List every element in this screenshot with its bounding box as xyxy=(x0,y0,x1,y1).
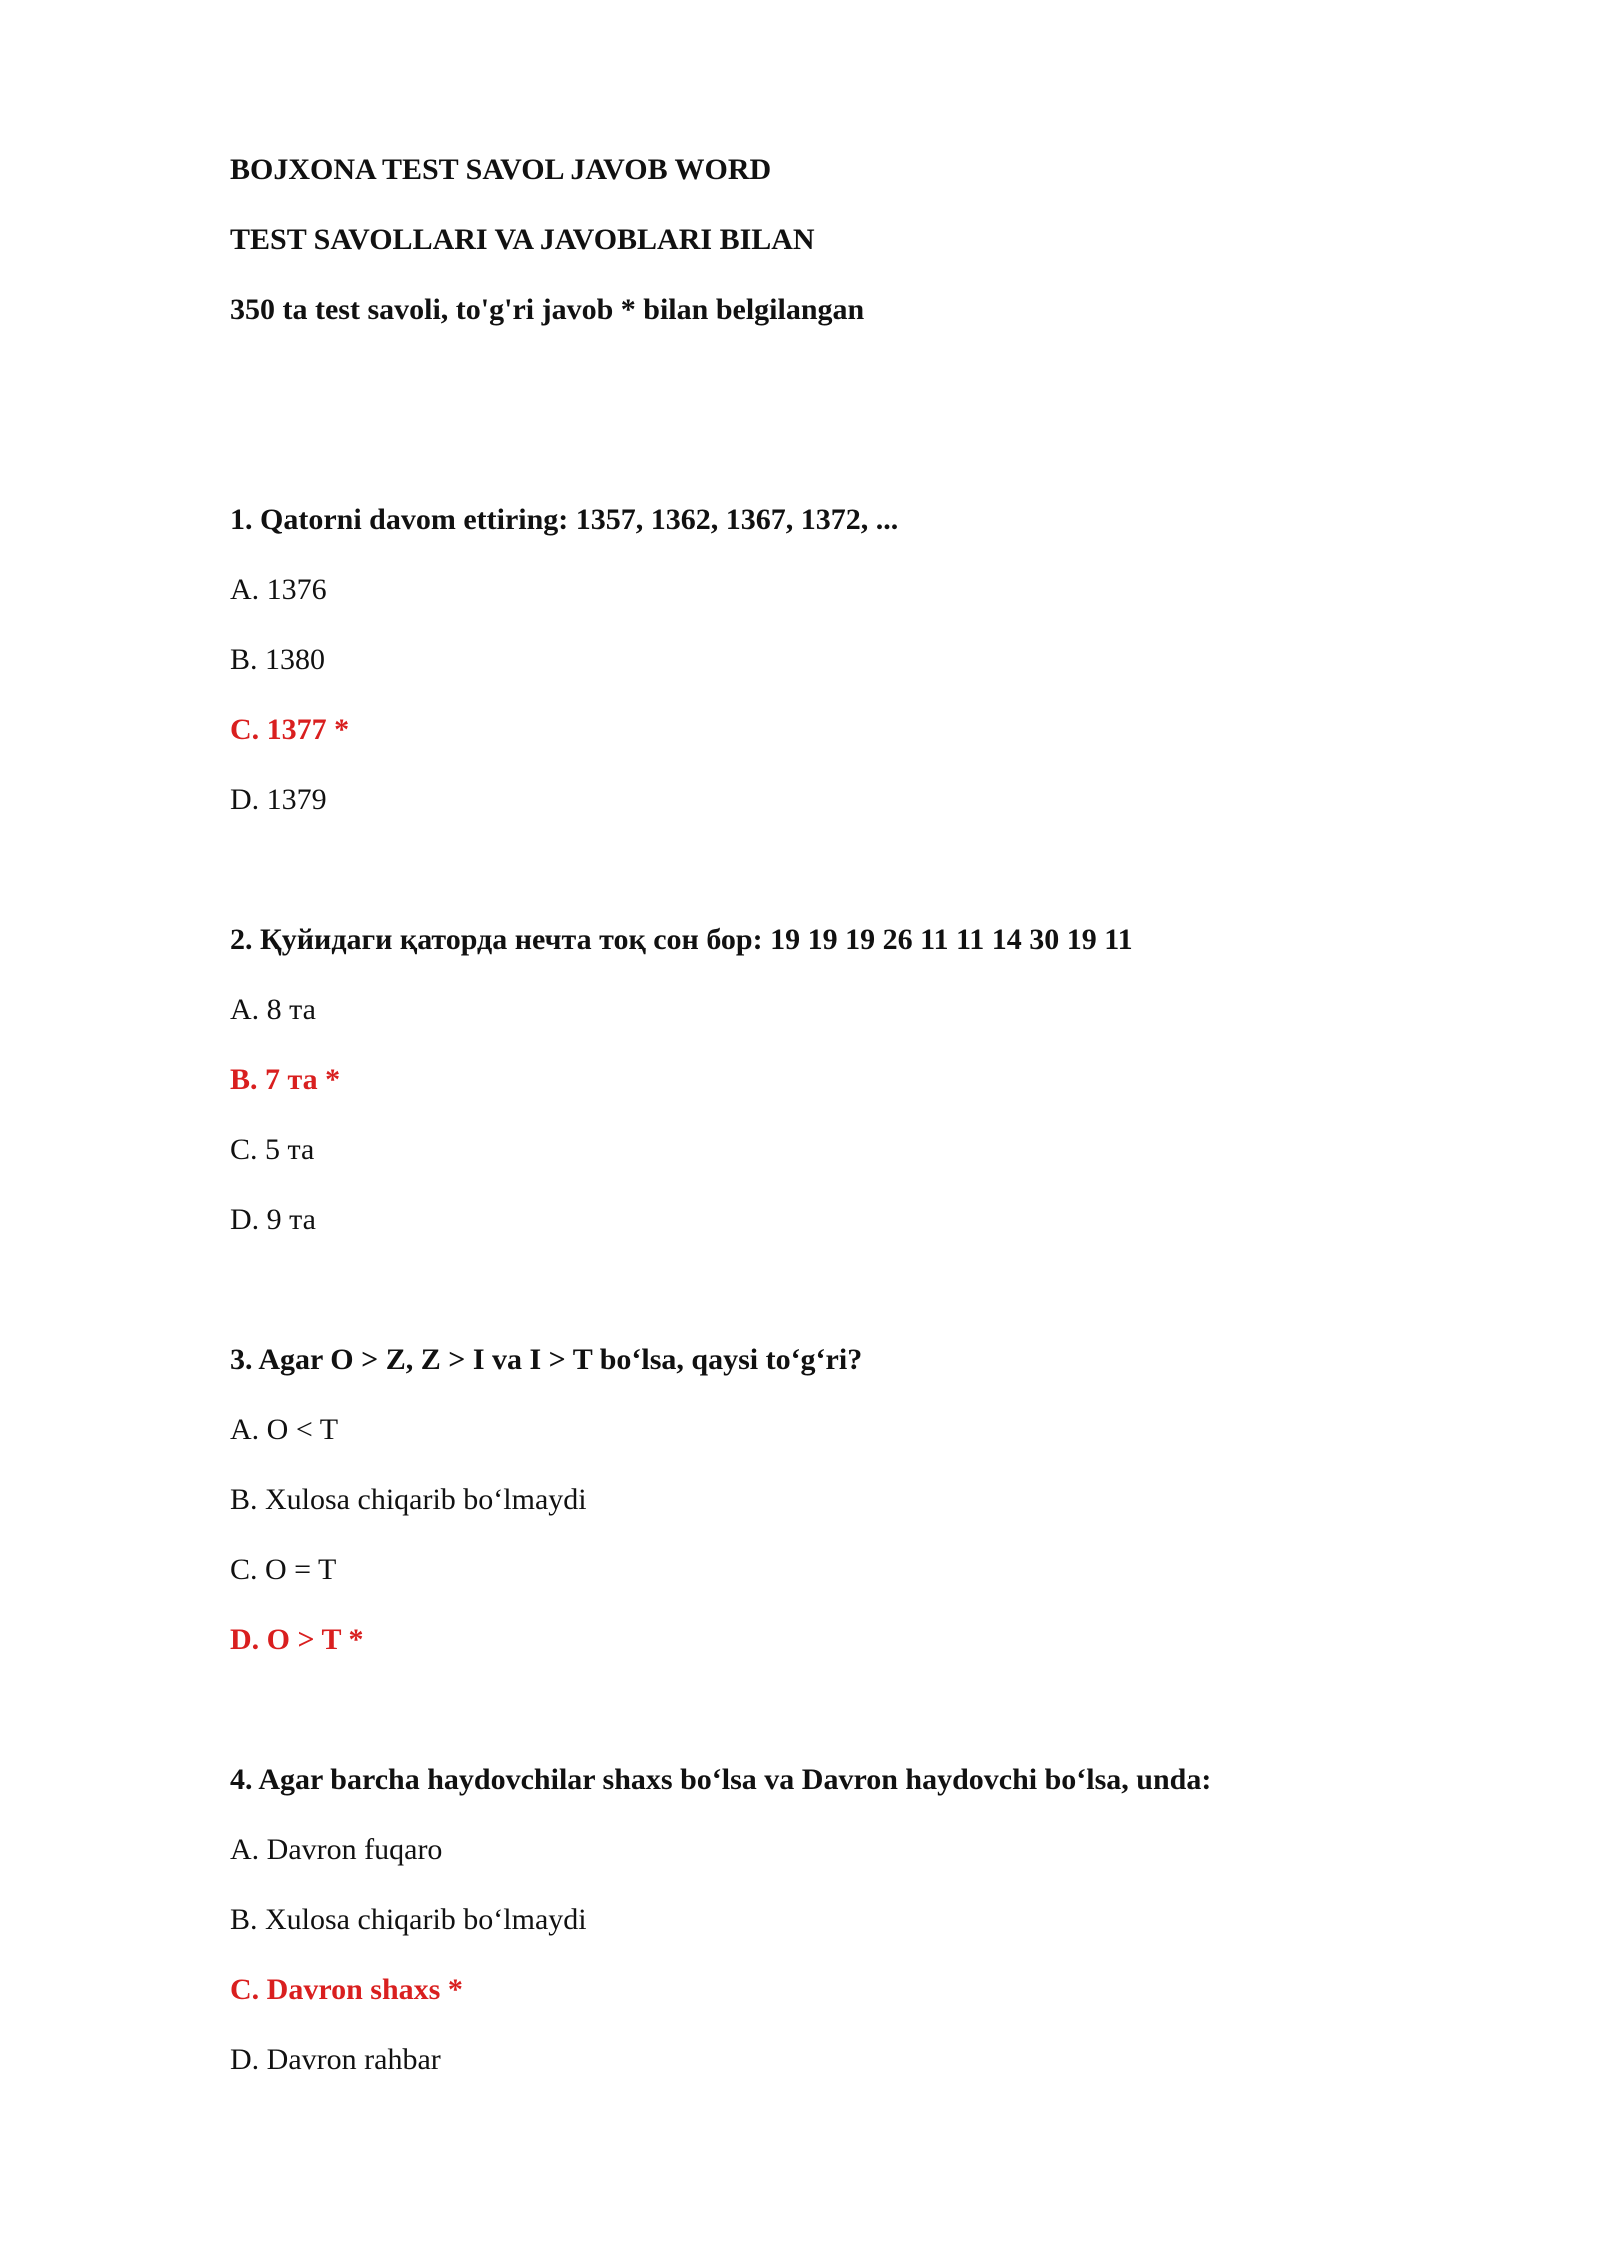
document-title: BOJXONA TEST SAVOL JAVOB WORD xyxy=(230,153,772,186)
question-4-option-a: A. Davron fuqaro xyxy=(230,1833,443,1866)
document-note: 350 ta test savoli, to'g'ri javob * bilan belgilangan xyxy=(230,293,865,326)
question-3-option-b: B. Xulosa chiqarib bo‘lmaydi xyxy=(230,1483,587,1516)
question-3-option-d-correct: D. O > T * xyxy=(230,1623,364,1656)
document-subtitle: TEST SAVOLLARI VA JAVOBLARI BILAN xyxy=(230,223,815,256)
question-1-option-c-correct: C. 1377 * xyxy=(230,713,350,746)
question-4-option-d: D. Davron rahbar xyxy=(230,2043,441,2076)
question-4: 4. Agar barcha haydovchilar shaxs bo‘lsa va Davron haydovchi bo‘lsa, unda: xyxy=(230,1763,1212,1796)
question-1: 1. Qatorni davom ettiring: 1357, 1362, 1367, 1372, ... xyxy=(230,503,899,536)
question-4-option-c-correct: C. Davron shaxs * xyxy=(230,1973,463,2006)
question-3: 3. Agar O > Z, Z > I va I > T bo‘lsa, qaysi to‘g‘ri? xyxy=(230,1343,863,1376)
question-1-option-b: B. 1380 xyxy=(230,643,326,676)
question-4-option-b: B. Xulosa chiqarib bo‘lmaydi xyxy=(230,1903,587,1936)
question-2-option-b-correct: B. 7 та * xyxy=(230,1063,341,1096)
question-1-option-d: D. 1379 xyxy=(230,783,327,816)
question-1-option-a: A. 1376 xyxy=(230,573,327,606)
question-3-option-c: C. O = T xyxy=(230,1553,337,1586)
question-3-option-a: A. O < T xyxy=(230,1413,339,1446)
question-2-option-c: C. 5 та xyxy=(230,1133,315,1166)
question-2-option-a: A. 8 та xyxy=(230,993,316,1026)
question-2-option-d: D. 9 та xyxy=(230,1203,316,1236)
question-2: 2. Қуйидаги қаторда нечта тоқ сон бор: 19 19 19 26 11 11 14 30 19 11 xyxy=(230,923,1133,956)
